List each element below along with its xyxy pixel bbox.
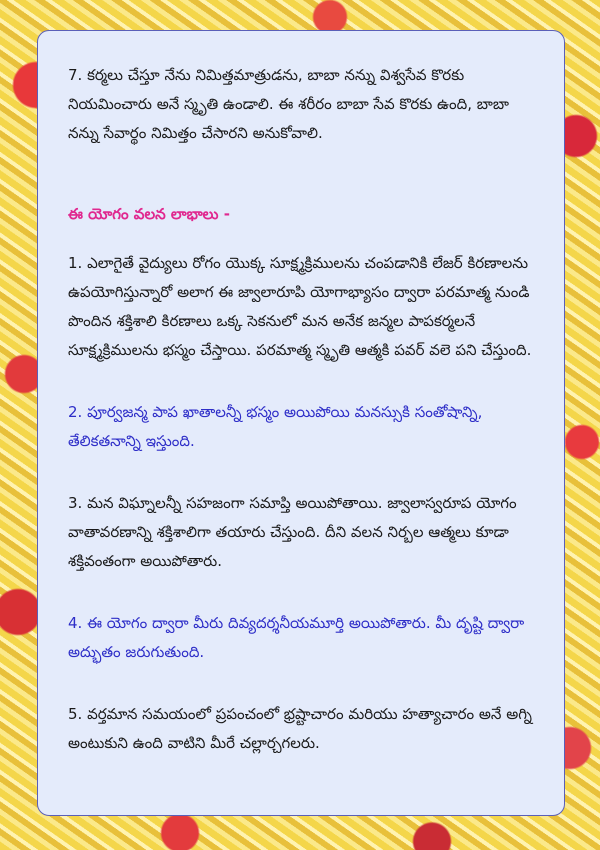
section-heading: ఈ యోగం వలన లాభాలు -: [68, 205, 230, 223]
benefit-4: 4. ఈ యోగం ద్వారా మీరు దివ్యదర్శనీయమూర్తి అయిపోతారు. మీ దృష్టి ద్వారా అద్భుతం జరుగుతుంది.: [68, 614, 525, 661]
benefit-2: 2. పూర్వజన్మ పాప ఖాతాలన్నీ భస్మం అయిపోయి మనస్సుకి సంతోషాన్ని, తేలికతనాన్ని ఇస్తుంది.: [68, 403, 483, 450]
benefit-1: 1. ఎలాగైతే వైద్యులు రోగం యొక్క సూక్ష్మక్రిములను చంపడానికి లేజర్ కిరణాలను ఉపయోగిస్తున్నారో అలాగ ఈ జ్వాలారూపి యోగాభ్యాసం ద్వారా పరమాత్మ నుండి పొందిన శక్తిశాలి కిరణాలు ఒక్క సెకనులో మన అనేక జన్మల పాపకర్మలనే సూక్ష్మక్రిములను భస్మం చేస్తాయి. పరమాత్మ స్మృతి ఆత్మకి పవర్ వలె పని చేస్తుంది.: [68, 254, 532, 359]
benefit-5: 5. వర్తమాన సమయంలో ప్రపంచంలో భ్రష్టాచారం మరియు హత్యాచారం అనే అగ్ని అంటుకుని ఉంది వాటిని మీరే చల్లార్చగలరు.: [68, 705, 532, 752]
content-panel: [37, 30, 565, 816]
paragraph-7: 7. కర్మలు చేస్తూ నేను నిమిత్తమాత్రుడను, బాబా నన్ను విశ్వసేవ కొరకు నియమించారు అనే స్మృతి ఉండాలి. ఈ శరీరం బాబా సేవ కొరకు ఉంది, బాబా నన్ను సేవార్థం నిమిత్తం చేసారని అనుకోవాలి.: [68, 66, 509, 142]
benefit-3: 3. మన విఘ్నాలన్నీ సహజంగా సమాప్తి అయిపోతాయి. జ్వాలాస్వరూప యోగం వాతావరణాన్ని శక్తిశాలిగా తయారు చేస్తుంది. దీని వలన నిర్బల ఆత్మలు కూడా శక్తివంతంగా అయిపోతారు.: [68, 494, 517, 570]
